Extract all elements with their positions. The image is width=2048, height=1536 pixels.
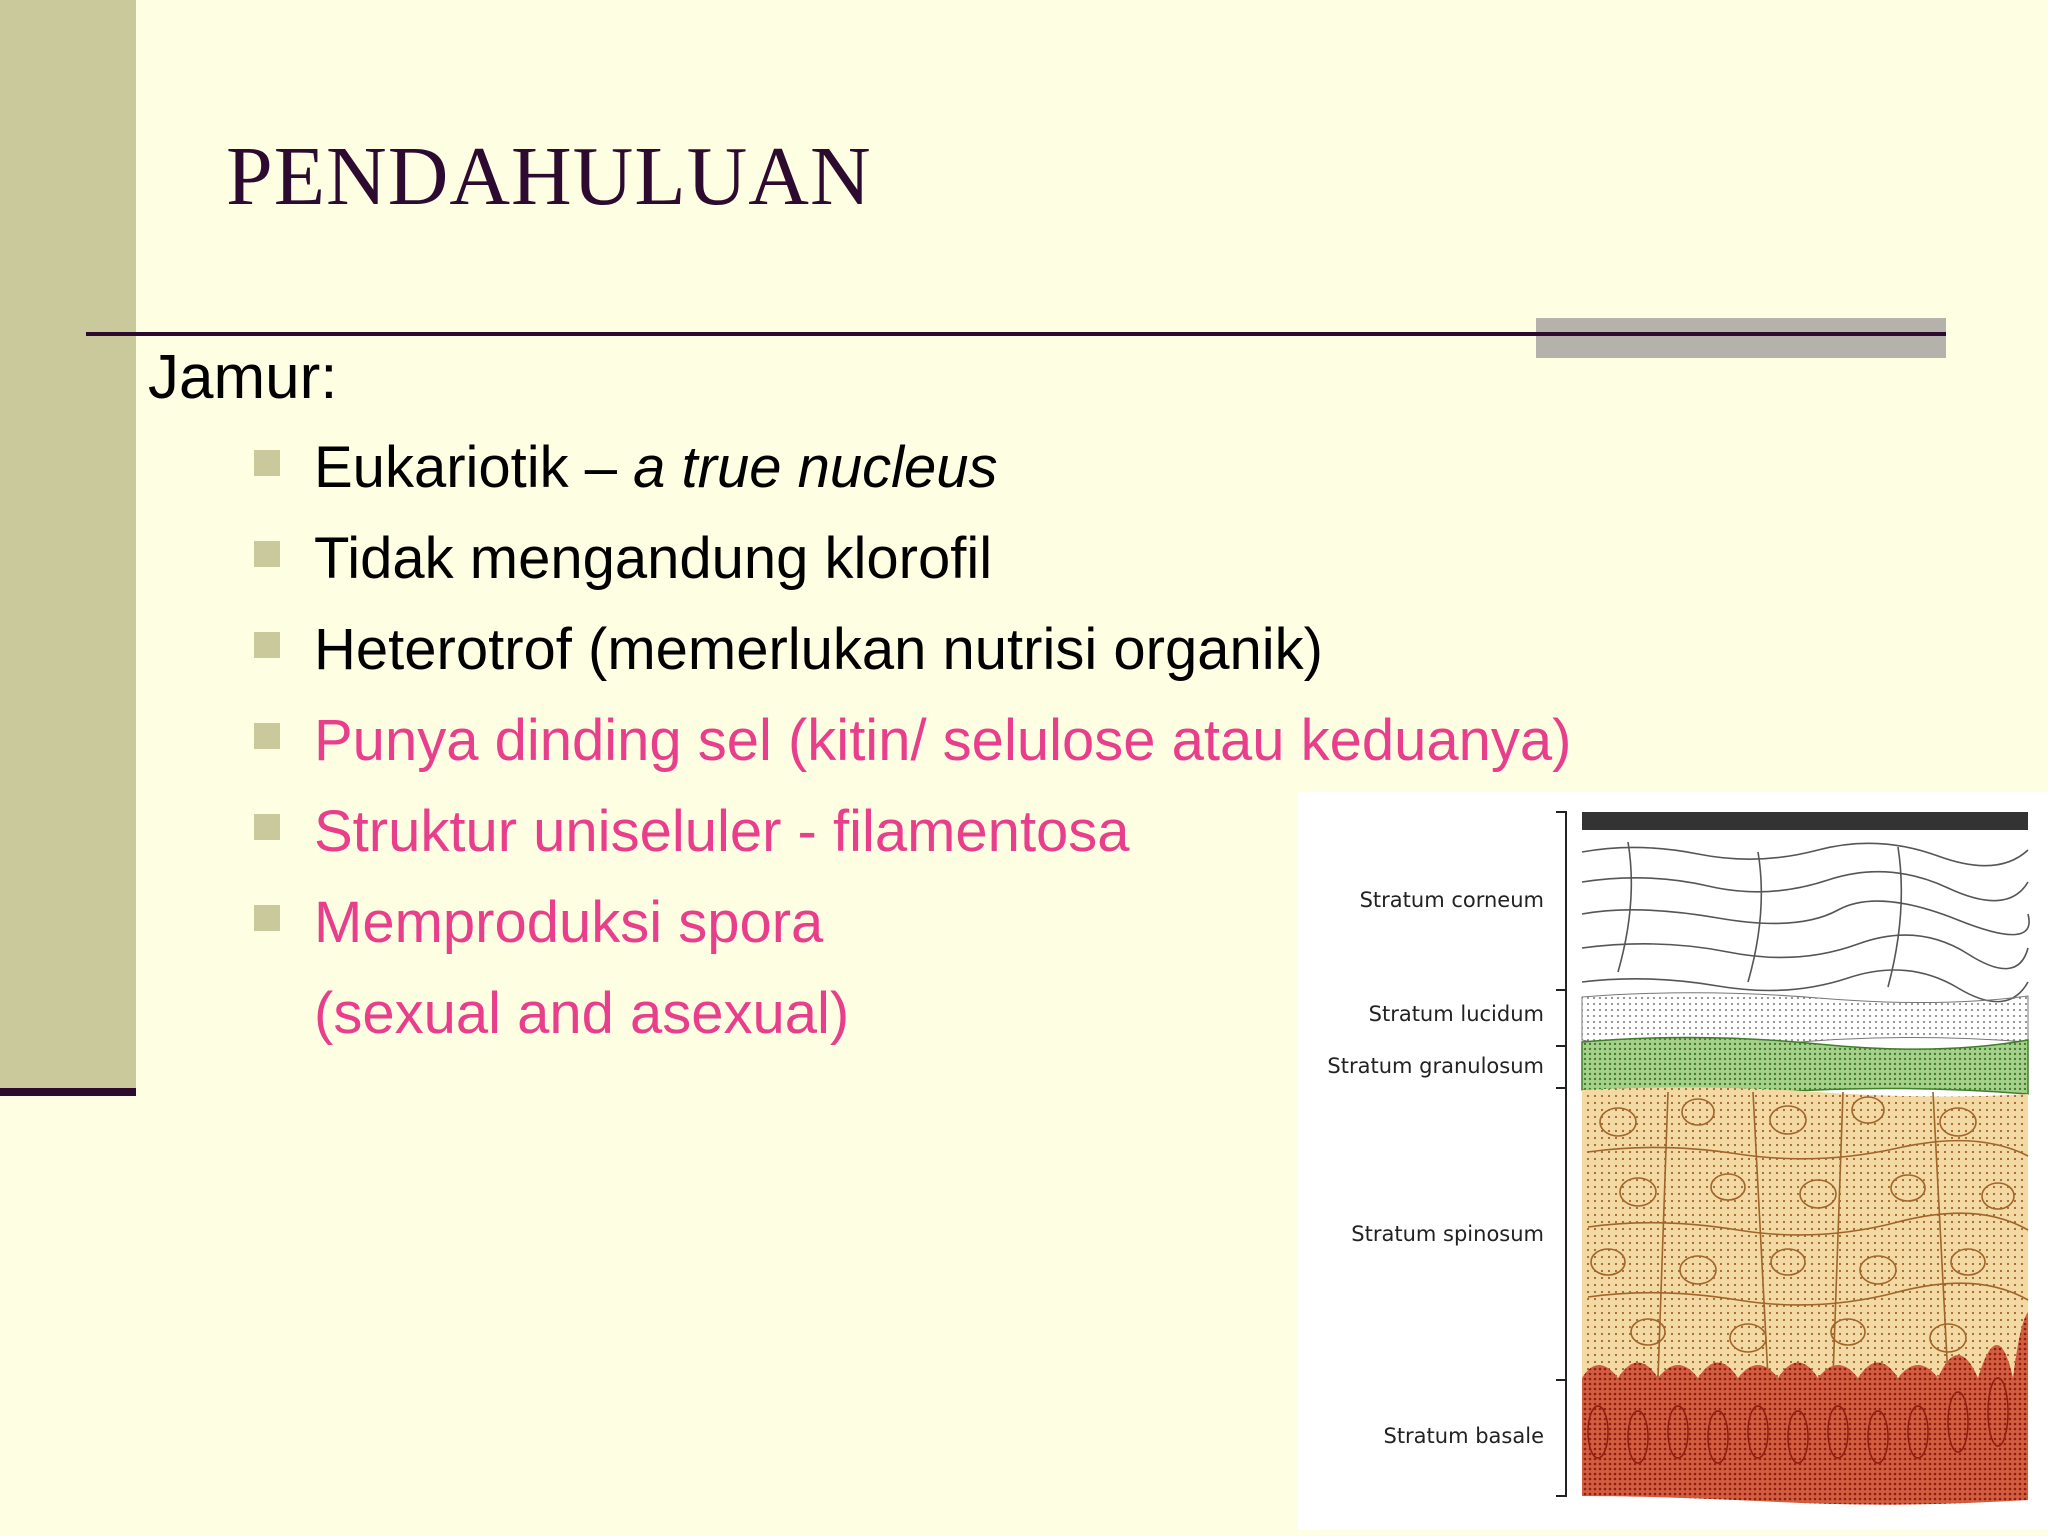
- square-bullet-icon: [254, 723, 280, 749]
- bullet-item-heterotrof: [254, 614, 1571, 705]
- square-bullet-icon: [254, 814, 280, 840]
- slide-title: PENDAHULUAN: [226, 130, 872, 223]
- title-divider-accent: [1536, 318, 1946, 358]
- label-stratum-granulosum: Stratum granulosum: [1327, 1054, 1544, 1078]
- bullet-item-dinding-sel: [254, 705, 1571, 796]
- square-bullet-icon: [254, 632, 280, 658]
- bullet-text: Punya dinding sel (kitin/ selulose atau keduanya): [314, 708, 1572, 773]
- bullet-text: Struktur uniseluler - filamentosa: [314, 799, 1130, 864]
- bullet-item-klorofil: [254, 523, 1571, 614]
- square-bullet-icon: [254, 541, 280, 567]
- square-bullet-icon: [254, 905, 280, 931]
- label-stratum-spinosum: Stratum spinosum: [1351, 1222, 1544, 1246]
- square-bullet-icon: [254, 450, 280, 476]
- left-decorative-band: [0, 0, 136, 1088]
- label-stratum-corneum: Stratum corneum: [1359, 888, 1544, 912]
- label-stratum-basale: Stratum basale: [1383, 1424, 1544, 1448]
- bullet-italic-text: a true nucleus: [633, 435, 998, 500]
- bullet-continuation-text: (sexual and asexual): [314, 981, 850, 1046]
- epidermis-layers-figure: [1298, 792, 2048, 1530]
- bullet-item-eukariotik: [254, 432, 1571, 523]
- section-heading: Jamur:: [148, 343, 338, 412]
- left-band-base-line: [0, 1088, 136, 1096]
- bullet-text: Memproduksi spora: [314, 890, 824, 955]
- bullet-text: Heterotrof (memerlukan nutrisi organik): [314, 617, 1323, 682]
- bullet-text: Tidak mengandung klorofil: [314, 526, 993, 591]
- label-stratum-lucidum: Stratum lucidum: [1368, 1002, 1544, 1026]
- bullet-text: Eukariotik –: [314, 435, 634, 500]
